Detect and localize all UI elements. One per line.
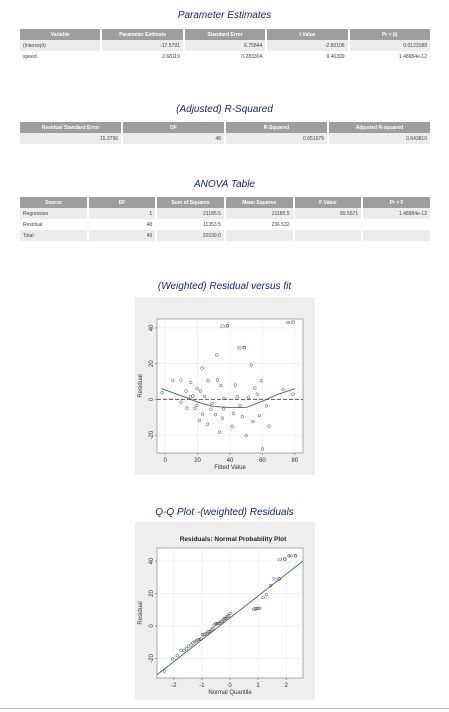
x-tick-label: 2 xyxy=(284,683,288,689)
anova-table xyxy=(20,197,432,241)
residual-vs-fit-chart xyxy=(135,297,315,475)
table-cell: speed xyxy=(20,51,101,62)
table-cell: 0.0123188 xyxy=(349,40,431,51)
table-cell: 1 xyxy=(88,208,156,219)
table-cell: 89.5671 xyxy=(294,208,363,219)
x-tick-label: 60 xyxy=(259,458,266,464)
table-cell: 48 xyxy=(88,219,156,230)
table-cell: 49 xyxy=(88,230,156,241)
x-tick-label: 40 xyxy=(226,458,234,464)
table-row xyxy=(20,208,431,219)
y-axis-label: Residual xyxy=(138,601,144,625)
r-squared-title: (Adjusted) R-Squared xyxy=(176,104,273,115)
table-cell: 1.48984e-12 xyxy=(349,51,431,62)
column-header: DF xyxy=(122,122,225,133)
table-cell: 0.643810 xyxy=(328,133,431,144)
table-header-row xyxy=(20,197,431,208)
x-tick-label: 1 xyxy=(256,683,260,689)
table-cell: 6.75844 xyxy=(184,40,266,51)
x-axis-label: Normal Quantile xyxy=(208,690,252,696)
column-header: Sum of Squares xyxy=(156,197,225,208)
column-header: R-Squared xyxy=(225,122,328,133)
x-tick-label: -2 xyxy=(171,683,177,689)
column-header: F Value xyxy=(294,197,363,208)
table-cell xyxy=(294,230,363,241)
table-cell: Residual xyxy=(20,219,88,230)
y-tick-label: 20 xyxy=(149,360,155,368)
table-cell: -17.5791 xyxy=(101,40,183,51)
anova-title: ANOVA Table xyxy=(194,179,255,190)
table-cell: Regression xyxy=(20,208,88,219)
qq-plot-panel xyxy=(135,522,315,700)
point-label: 49 xyxy=(285,320,291,326)
parameter-estimates-title: Parameter Estimates xyxy=(177,10,272,21)
point-label: 23 xyxy=(277,556,283,562)
x-tick-label: 0 xyxy=(228,683,232,689)
table-cell: 15.3796 xyxy=(20,133,122,144)
column-header: Variable xyxy=(20,29,101,40)
qq-inner-title: Residuals: Normal Probability Plot xyxy=(179,536,287,543)
column-header: Pr > F xyxy=(362,197,431,208)
y-axis-label: Residual xyxy=(138,374,144,398)
point-label: 23 xyxy=(219,323,225,329)
point-label: 49 xyxy=(287,553,293,559)
table-cell xyxy=(225,230,294,241)
table-cell: 0.283304 xyxy=(184,51,266,62)
x-tick-label: 20 xyxy=(194,458,201,464)
table-cell: 2.68119 xyxy=(101,51,183,62)
table-cell: 21185.5 xyxy=(225,208,294,219)
column-header: Source xyxy=(20,197,88,208)
column-header: Parameter Estimate xyxy=(101,29,183,40)
table-cell xyxy=(362,219,431,230)
residual-plot-title: (Weighted) Residual versus fit xyxy=(157,281,292,292)
r-squared-table xyxy=(20,122,432,144)
table-cell: 32539.0 xyxy=(156,230,225,241)
table-row xyxy=(20,230,431,241)
page-bottom-rule xyxy=(0,708,449,709)
y-tick-label: 0 xyxy=(149,397,155,402)
y-tick-label: 40 xyxy=(149,324,155,332)
column-header: Pr > |t| xyxy=(349,29,431,40)
point-label: 35 xyxy=(271,576,277,582)
table-header-row xyxy=(20,122,431,133)
parameter-estimates-table xyxy=(20,29,432,62)
table-row xyxy=(20,133,431,144)
column-header: Residual Standard Error xyxy=(20,122,122,133)
table-cell xyxy=(362,230,431,241)
table-cell: -2.60106 xyxy=(266,40,348,51)
table-header-row xyxy=(20,29,431,40)
table-cell: Total xyxy=(20,230,88,241)
table-cell: 48 xyxy=(122,133,225,144)
x-tick-label: 80 xyxy=(291,458,299,464)
table-cell: 21185.5 xyxy=(156,208,225,219)
table-row xyxy=(20,40,431,51)
column-header: Mean Squares xyxy=(225,197,294,208)
x-axis-label: Fitted Value xyxy=(214,465,246,471)
y-tick-label: -20 xyxy=(149,430,155,440)
y-tick-label: 20 xyxy=(149,590,155,597)
normal-probability-chart xyxy=(135,522,315,700)
column-header: Adjusted R-squared xyxy=(328,122,431,133)
table-cell: 11353.5 xyxy=(156,219,225,230)
column-header: t Value xyxy=(266,29,348,40)
table-row xyxy=(20,219,431,230)
y-tick-label: 0 xyxy=(149,624,155,628)
point-label: 35 xyxy=(236,345,242,351)
table-cell: (Intercept) xyxy=(20,40,101,51)
x-tick-label: -1 xyxy=(199,683,205,689)
y-tick-label: 40 xyxy=(149,557,155,565)
qq-plot-title: Q-Q Plot -(weighted) Residuals xyxy=(155,507,294,518)
table-cell xyxy=(294,219,363,230)
table-row xyxy=(20,51,431,62)
table-cell: 236.532 xyxy=(225,219,294,230)
table-cell: 0.651079 xyxy=(225,133,328,144)
x-tick-label: 0 xyxy=(163,458,167,464)
column-header: DF xyxy=(88,197,156,208)
residual-plot-panel xyxy=(135,297,315,475)
y-tick-label: -20 xyxy=(149,654,155,663)
column-header: Standard Error xyxy=(184,29,266,40)
table-cell: 1.48984e-12 xyxy=(362,208,431,219)
table-cell: 9.46399 xyxy=(266,51,348,62)
